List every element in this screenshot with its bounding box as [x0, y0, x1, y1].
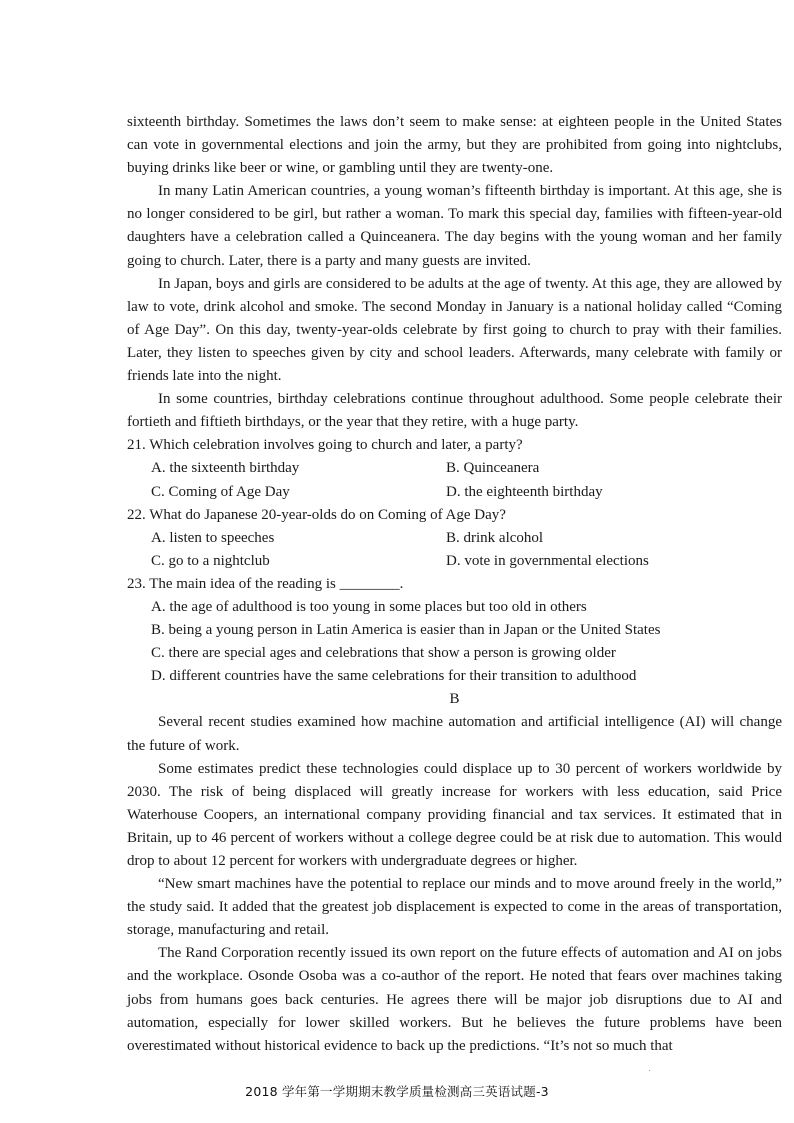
question-22-options	[127, 527, 782, 573]
passage-b-paragraph-3: “New smart machines have the potential to replace our minds and to move around freely in the world,” the study said. It added that the greatest job displacement is expected to come in the areas of transportation, storage, manufacturing and retail.	[127, 876, 782, 939]
option-a: A. listen to speeches	[151, 529, 275, 546]
option-c: C. go to a nightclub	[151, 552, 270, 569]
question-22	[127, 504, 782, 573]
question-number: 22.	[127, 506, 146, 523]
question-number: 23.	[127, 575, 146, 592]
section-heading-b: B	[449, 691, 460, 708]
question-text: The main idea of the reading is ________.	[149, 575, 404, 592]
question-number: 21.	[127, 437, 146, 454]
option-d: D. the eighteenth birthday	[446, 483, 603, 500]
option-d: D. different countries have the same celebrations for their transition to adulthood	[151, 668, 637, 685]
question-23-options	[127, 596, 782, 688]
option-b: B. Quinceanera	[446, 460, 540, 477]
exam-page-content	[127, 111, 782, 1058]
option-a: A. the age of adulthood is too young in some places but too old in others	[151, 598, 587, 615]
option-b: B. being a young person in Latin America is easier than in Japan or the United States	[151, 622, 661, 639]
passage-a-paragraph-4: In some countries, birthday celebrations continue throughout adulthood. Some people celebrate their fortieth and fiftieth birthdays, or the year that they retire, with a huge party.	[127, 391, 782, 431]
option-c: C. Coming of Age Day	[151, 483, 290, 500]
scan-speck	[649, 1070, 650, 1071]
question-22-stem	[127, 504, 782, 527]
option-a: A. the sixteenth birthday	[151, 460, 300, 477]
option-d: D. vote in governmental elections	[446, 552, 649, 569]
passage-b-paragraph-1: Several recent studies examined how machine automation and artificial intelligence (AI) will change the future of work.	[127, 714, 782, 754]
passage-b-paragraph-2: Some estimates predict these technologies could displace up to 30 percent of workers worldwide by 2030. The risk of being displaced will greatly increase for workers with less education, said Price Waterhouse Coopers, an international company providing financial and tax services. It estimated that in Britain, up to 46 percent of workers without a college degree could be at risk due to automation. This would drop to about 12 percent for workers with undergraduate degrees or higher.	[127, 760, 782, 869]
page-footer: 2018 学年第一学期期末教学质量检测高三英语试题-3	[245, 1084, 549, 1099]
passage-b	[127, 711, 782, 1057]
option-b: B. drink alcohol	[446, 529, 544, 546]
question-21-stem	[127, 434, 782, 457]
passage-b-paragraph-4: The Rand Corporation recently issued its own report on the future effects of automation and AI on jobs and the workplace. Osonde Osoba was a co-author of the report. He noted that fears over machines taking jobs from humans goes back centuries. He agrees there will be major job disruptions due to AI and automation, especially for lower skilled workers. But he believes the future problems have been overestimated without historical evidence to back up the predictions. “It’s not so much that	[127, 945, 782, 1054]
passage-a-paragraph-1: sixteenth birthday. Sometimes the laws don’t seem to make sense: at eighteen people in the United States can vote in governmental elections and join the army, but they are prohibited from going into nightclubs, buying drinks like beer or wine, or gambling until they are twenty-one.	[127, 114, 782, 177]
question-text: Which celebration involves going to church and later, a party?	[149, 437, 523, 454]
question-text: What do Japanese 20-year-olds do on Coming of Age Day?	[149, 506, 506, 523]
option-c: C. there are special ages and celebrations that show a person is growing older	[151, 645, 616, 662]
question-21-options	[127, 457, 782, 503]
question-21	[127, 434, 782, 503]
passage-a-paragraph-3: In Japan, boys and girls are considered to be adults at the age of twenty. At this age, they are allowed by law to vote, drink alcohol and smoke. The second Monday in January is a national holiday called “Coming of Age Day”. On this day, twenty-year-olds celebrate by first going to church to pray with their families. Later, they listen to speeches given by city and school leaders. Afterwards, many celebrate with family or friends late into the night.	[127, 275, 782, 385]
question-23	[127, 573, 782, 688]
passage-a-paragraph-2: In many Latin American countries, a young woman’s fifteenth birthday is important. At this age, she is no longer considered to be girl, but rather a woman. To mark this special day, families with fifteen-year-old daughters have a celebration called a Quinceanera. The day begins with the young woman and her family going to church. Later, there is a party and many guests are invited.	[127, 183, 782, 269]
question-23-stem	[127, 573, 782, 596]
passage-a-continued	[127, 111, 782, 434]
